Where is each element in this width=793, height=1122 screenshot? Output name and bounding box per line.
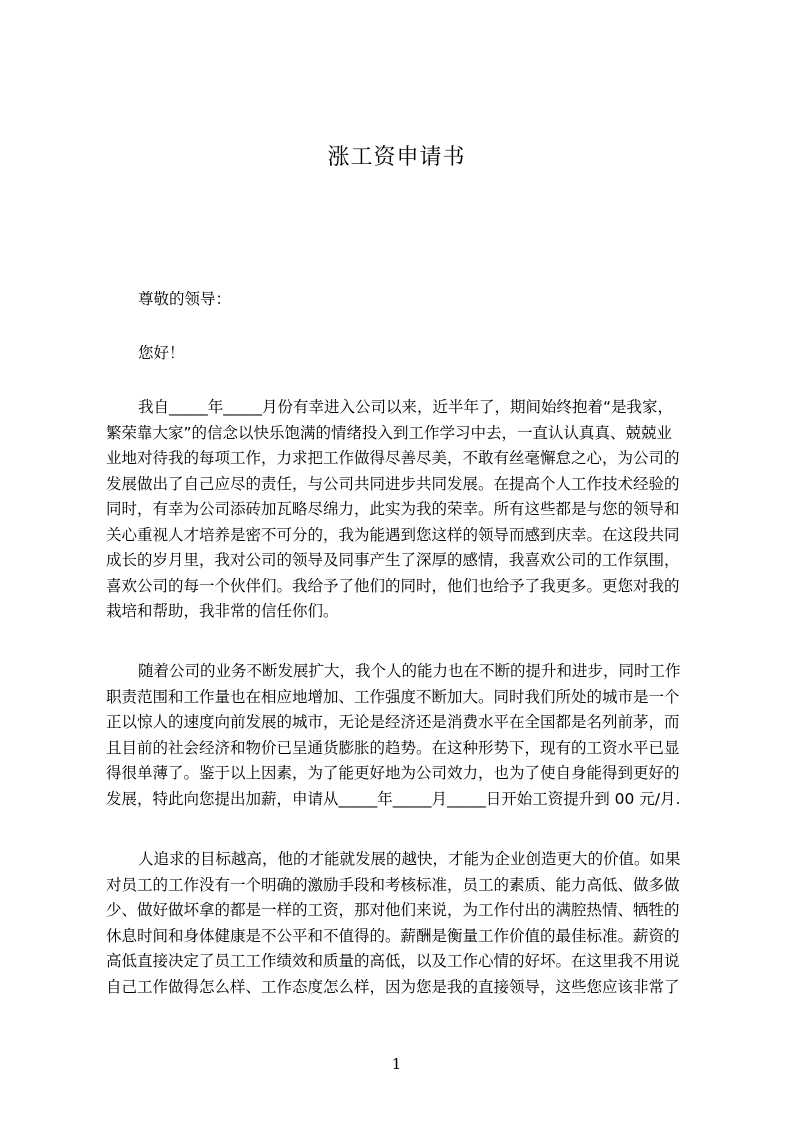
greeting — [106, 341, 698, 367]
paragraph-3 — [106, 847, 698, 1000]
paragraph-line: 发展，特此向您提出加薪，申请从_____年_____月_____日开始工资提升到 00 元/月. — [106, 789, 681, 808]
paragraph-line: 对员工的工作没有一个明确的激励手段和考核标准，员工的素质、能力高低、做多做 — [106, 875, 680, 894]
paragraph-line: 繁荣靠大家”的信念以快乐饱满的情绪投入到工作学习中去，一直认认真真、兢兢业 — [106, 423, 673, 442]
paragraph-line: 我自_____年_____月份有幸进入公司以来，近半年了，期间始终抱着“是我家， — [138, 398, 674, 416]
paragraph-line: 成长的岁月里，我对公司的领导及同事产生了深厚的感情，我喜欢公司的工作氛围， — [106, 551, 680, 569]
salutation-line: 尊敬的领导： — [138, 290, 232, 308]
page-number: 1 — [391, 1055, 402, 1073]
paragraph-line: 业地对待我的每项工作，力求把工作做得尽善尽美，不敢有丝毫懈怠之心，为公司的 — [106, 449, 680, 467]
paragraph-line: 栽培和帮助，我非常的信任你们。 — [106, 602, 339, 620]
paragraph-line: 得很单薄了。鉴于以上因素，为了能更好地为公司效力，也为了使自身能得到更好的 — [106, 764, 680, 782]
paragraph-line: 休息时间和身体健康是不公平和不值得的。薪酬是衡量工作价值的最佳标准。薪资的 — [106, 926, 680, 945]
paragraph-line: 喜欢公司的每一个伙伴们。我给予了他们的同时，他们也给予了我更多。更您对我的 — [106, 576, 680, 595]
paragraph-line: 少、做好做坏拿的都是一样的工资，那对他们来说，为工作付出的满腔热情、牺牲的 — [106, 901, 680, 919]
paragraph-line: 关心重视人才培养是密不可分的，我为能遇到您这样的领导而感到庆幸。在这段共同 — [106, 525, 680, 544]
paragraph-line: 高低直接决定了员工工作绩效和质量的高低，以及工作心情的好坏。在这里我不用说 — [106, 952, 680, 970]
paragraph-line: 随着公司的业务不断发展扩大，我个人的能力也在不断的提升和进步，同时工作 — [138, 662, 681, 680]
salutation — [106, 287, 698, 313]
paragraph-line: 且目前的社会经济和物价已呈通货膨胀的趋势。在这种形势下，现有的工资水平已显 — [106, 738, 680, 757]
document-title: 涨工资申请书 — [327, 145, 466, 170]
paragraph-line: 人追求的目标越高，他的才能就发展的越快，才能为企业创造更大的价值。如果 — [138, 850, 681, 868]
paragraph-line: 自己工作做得怎么样、工作态度怎么样，因为您是我的直接领导，这些您应该非常了 — [106, 977, 680, 996]
paragraph-line: 发展做出了自己应尽的责任，与公司共同进步共同发展。在提高个人工作技术经验的 — [106, 474, 680, 493]
paragraph-line: 同时，有幸为公司添砖加瓦略尽绵力，此实为我的荣幸。所有这些都是与您的领导和 — [106, 500, 680, 518]
greeting-line: 您好！ — [138, 344, 185, 362]
paragraph-2 — [106, 659, 698, 812]
paragraph-1 — [106, 395, 698, 625]
paragraph-line: 职责范围和工作量也在相应地增加、工作强度不断加大。同时我们所处的城市是一个 — [106, 687, 680, 706]
paragraph-line: 正以惊人的速度向前发展的城市，无论是经济还是消费水平在全国都是名列前茅，而 — [106, 713, 680, 731]
